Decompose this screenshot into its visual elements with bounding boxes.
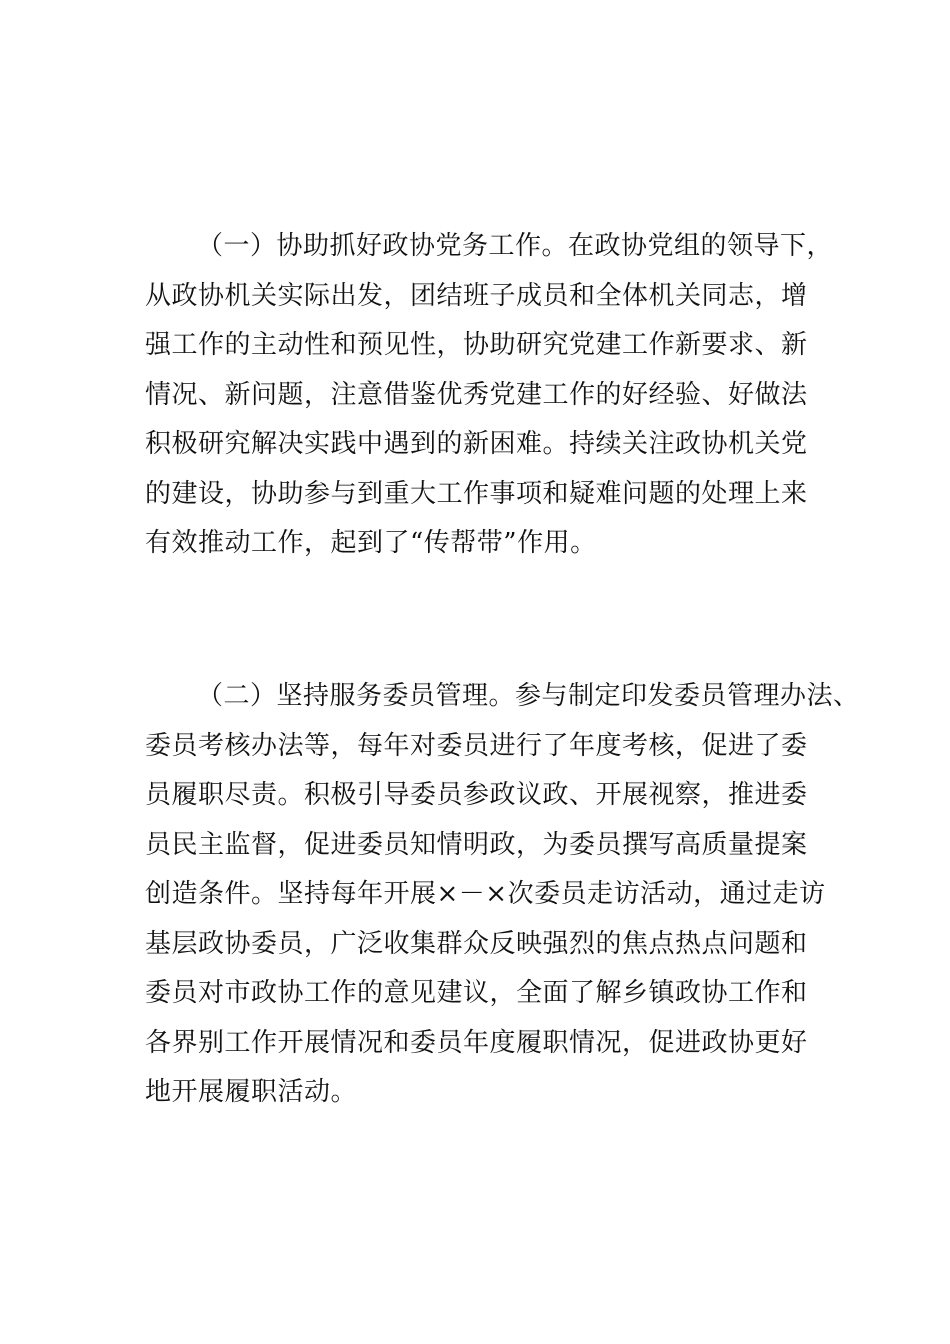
paragraph-line: 从政协机关实际出发，团结班子成员和全体机关同志，增 <box>145 280 808 311</box>
paragraph-line: 有效推动工作，起到了“传帮带”作用。 <box>145 528 597 558</box>
paragraph-party-affairs <box>145 222 834 569</box>
paragraph-line: 地开展履职活动。 <box>145 1077 358 1107</box>
paragraph-line: 创造条件。坚持每年开展×－×次委员走访活动，通过走访 <box>145 879 826 909</box>
paragraph-line: 员民主监督，促进委员知情明政，为委员撰写高质量提案 <box>145 829 808 860</box>
paragraph-line: 委员考核办法等，每年对委员进行了年度考核，促进了委 <box>145 730 808 761</box>
paragraph-line: 的建设，协助参与到重大工作事项和疑难问题的处理上来 <box>145 478 808 509</box>
paragraph-line: 积极研究解决实践中遇到的新困难。持续关注政协机关党 <box>145 429 808 459</box>
paragraph-line: 情况、新问题，注意借鉴优秀党建工作的好经验、好做法 <box>145 379 808 410</box>
paragraph-line: 员履职尽责。积极引导委员参政议政、开展视察，推进委 <box>145 780 808 810</box>
paragraph-line: 基层政协委员，广泛收集群众反映强烈的焦点热点问题和 <box>145 928 808 959</box>
paragraph-member-management <box>145 672 860 1118</box>
paragraph-line: 各界别工作开展情况和委员年度履职情况，促进政协更好 <box>145 1027 808 1058</box>
paragraph-line: 强工作的主动性和预见性，协助研究党建工作新要求、新 <box>145 330 808 360</box>
paragraph-line: （二）坚持服务委员管理。参与制定印发委员管理办法、 <box>197 681 860 711</box>
paragraph-line: 委员对市政协工作的意见建议，全面了解乡镇政协工作和 <box>145 978 808 1008</box>
paragraph-line: （一）协助抓好政协党务工作。在政协党组的领导下， <box>197 231 834 261</box>
